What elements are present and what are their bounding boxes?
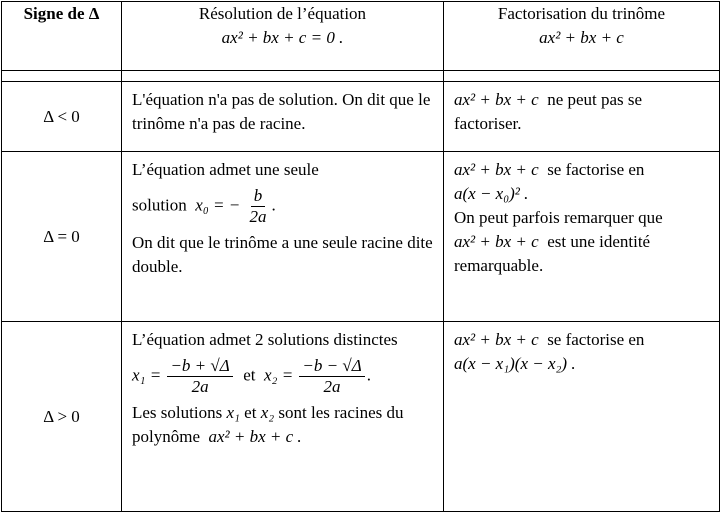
resolution-cell: L’équation admet 2 solutions distinctes x₁ = $\frac{-b + √\Delta}{2a}$ et x₂ = $\frac{-b - √\Delta}{2a}$ . Les solutions x₁ et x₂ sont les racines du polynôme ax² + bx + c . — [122, 322, 444, 512]
factorisation-cell: ax² + bx + c ne peut pas se factoriser. — [444, 82, 720, 152]
header-resolution — [122, 2, 444, 71]
header-factorisation-expression: ax² + bx + c — [539, 28, 624, 47]
factorisation-cell: ax² + bx + c se factorise en a(x − x₁)(x − x₂) . — [444, 322, 720, 512]
fraction-x2: $\frac{-b - √\Delta}{2a}$ — [299, 356, 364, 397]
factorisation-cell: ax² + bx + c se factorise en a(x − x₀)² . On peut parfois remarquer que ax² + bx + c est une identité remarquable. — [444, 152, 720, 322]
row-delta-positive — [2, 322, 720, 512]
sign-cell: Δ > 0 — [2, 322, 122, 512]
fraction: $\frac{b}{2a}$ — [249, 186, 267, 226]
delta-table — [1, 1, 720, 512]
row-delta-zero — [2, 152, 720, 322]
header-factorisation — [444, 2, 720, 71]
header-resolution-title: Résolution de l’équation — [198, 4, 367, 23]
resolution-cell: L’équation admet une seule solution x₀ = − $\frac{b}{2a}$ . On dit que le trinôme a une seule racine dite double. — [122, 152, 444, 322]
row-delta-negative — [2, 82, 720, 152]
sign-cell: Δ = 0 — [2, 152, 122, 322]
header-row — [2, 2, 720, 71]
separator-row — [2, 71, 720, 82]
header-sign: Signe de Δ — [2, 2, 122, 71]
sign-cell: Δ < 0 — [2, 82, 122, 152]
header-factorisation-title: Factorisation du trinôme — [497, 4, 666, 23]
header-resolution-equation: ax² + bx + c = 0 . — [221, 28, 344, 47]
fraction-x1: $\frac{-b + √\Delta}{2a}$ — [167, 356, 232, 397]
resolution-cell: L'équation n'a pas de solution. On dit que le trinôme n'a pas de racine. — [122, 82, 444, 152]
